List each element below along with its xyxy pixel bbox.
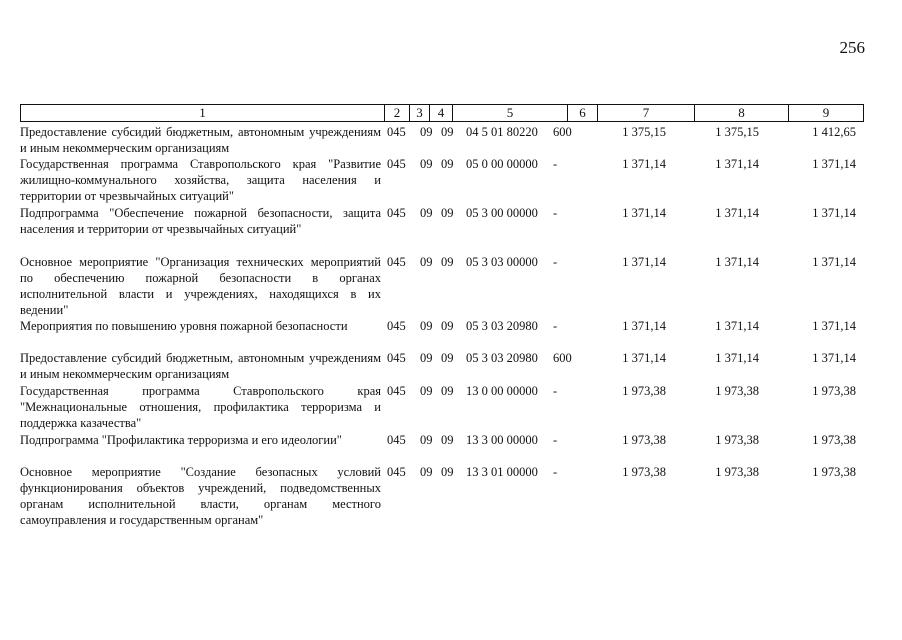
row-value-col-8: 1 973,38 [715, 384, 759, 398]
row-value-col-7: 1 375,15 [622, 125, 666, 139]
row-section: 09 [420, 255, 433, 269]
row-value-col-7: 1 371,14 [622, 157, 666, 171]
row-expense-type: 600 [553, 351, 572, 365]
row-section: 09 [420, 319, 433, 333]
row-value-col-9: 1 371,14 [812, 255, 856, 269]
row-section: 09 [420, 433, 433, 447]
row-expense-type: - [553, 255, 558, 269]
row-value-col-8: 1 371,14 [715, 255, 759, 269]
row-value-col-9: 1 973,38 [812, 433, 856, 447]
row-admin-code: 045 [387, 255, 406, 269]
row-subsection: 09 [441, 319, 454, 333]
row-value-col-9: 1 371,14 [812, 206, 856, 220]
row-section: 09 [420, 465, 433, 479]
row-target-code: 04 5 01 80220 [466, 125, 538, 139]
row-value-col-7: 1 973,38 [622, 465, 666, 479]
row-target-code: 13 0 00 00000 [466, 384, 538, 398]
row-target-code: 13 3 01 00000 [466, 465, 538, 479]
header-col-9: 9 [822, 105, 830, 120]
row-expense-type: - [553, 157, 558, 171]
row-value-col-8: 1 371,14 [715, 319, 759, 333]
header-col-1: 1 [21, 105, 385, 121]
row-value-col-7: 1 973,38 [622, 384, 666, 398]
table-header [20, 104, 864, 122]
row-expense-type: - [553, 465, 558, 479]
header-col-7: 7 [598, 105, 695, 121]
row-section: 09 [420, 384, 433, 398]
row-value-col-9: 1 973,38 [812, 384, 856, 398]
row-subsection: 09 [441, 384, 454, 398]
row-value-col-7: 1 973,38 [622, 433, 666, 447]
row-value-col-9: 1 371,14 [812, 157, 856, 171]
row-value-col-9: 1 371,14 [812, 319, 856, 333]
row-name: Государственная программа Ставропольского края "Межнациональные отношения, профилактика терроризма и поддержка казачества" [20, 384, 381, 430]
row-target-code: 05 3 03 20980 [466, 319, 538, 333]
row-section: 09 [420, 157, 433, 171]
row-value-col-7: 1 371,14 [622, 255, 666, 269]
header-col-3: 3 [410, 105, 430, 121]
header-col-5: 5 [453, 105, 568, 121]
header-col-6: 6 [568, 105, 598, 121]
row-admin-code: 045 [387, 465, 406, 479]
header-col-4: 4 [430, 105, 453, 121]
row-subsection: 09 [441, 255, 454, 269]
row-value-col-8: 1 375,15 [715, 125, 759, 139]
row-name: Предоставление субсидий бюджетным, автономным учреждениям и иным некоммерческим организациям [20, 351, 381, 381]
row-admin-code: 045 [387, 125, 406, 139]
header-col-8: 8 [695, 105, 789, 121]
row-admin-code: 045 [387, 433, 406, 447]
row-target-code: 05 3 00 00000 [466, 206, 538, 220]
row-subsection: 09 [441, 433, 454, 447]
row-subsection: 09 [441, 125, 454, 139]
row-subsection: 09 [441, 465, 454, 479]
row-expense-type: 600 [553, 125, 572, 139]
row-admin-code: 045 [387, 351, 406, 365]
row-admin-code: 045 [387, 384, 406, 398]
row-name: Основное мероприятие "Создание безопасных условий функционирования объектов учреждений, подведомственных органам исполнительной власти, органам местного самоуправления и государственным органам" [20, 465, 381, 527]
row-value-col-8: 1 371,14 [715, 206, 759, 220]
row-expense-type: - [553, 433, 558, 447]
page-number: 256 [839, 38, 865, 57]
row-value-col-8: 1 371,14 [715, 351, 759, 365]
row-name: Государственная программа Ставропольского края "Развитие жилищно-коммунального хозяйства, защита населения и территории от чрезвычайных ситуаций" [20, 157, 381, 203]
row-admin-code: 045 [387, 206, 406, 220]
row-subsection: 09 [441, 157, 454, 171]
row-value-col-8: 1 973,38 [715, 465, 759, 479]
row-name: Подпрограмма "Обеспечение пожарной безопасности, защита населения и территории от чрезвычайных ситуаций" [20, 206, 381, 236]
row-value-col-9: 1 371,14 [812, 351, 856, 365]
row-name: Подпрограмма "Профилактика терроризма и его идеологии" [20, 433, 342, 447]
row-value-col-8: 1 371,14 [715, 157, 759, 171]
row-name: Мероприятия по повышению уровня пожарной безопасности [20, 319, 348, 333]
header-col-2: 2 [385, 105, 410, 121]
row-value-col-7: 1 371,14 [622, 206, 666, 220]
row-admin-code: 045 [387, 319, 406, 333]
row-target-code: 05 3 03 00000 [466, 255, 538, 269]
row-name: Предоставление субсидий бюджетным, автономным учреждениям и иным некоммерческим организациям [20, 125, 381, 155]
row-section: 09 [420, 125, 433, 139]
row-target-code: 05 3 03 20980 [466, 351, 538, 365]
row-admin-code: 045 [387, 157, 406, 171]
row-expense-type: - [553, 319, 558, 333]
row-subsection: 09 [441, 351, 454, 365]
row-value-col-8: 1 973,38 [715, 433, 759, 447]
row-section: 09 [420, 351, 433, 365]
row-target-code: 05 0 00 00000 [466, 157, 538, 171]
row-section: 09 [420, 206, 433, 220]
row-name: Основное мероприятие "Организация технических мероприятий по обеспечению пожарной безопасности в органах исполнительной власти и учреждениях, находящихся в их ведении" [20, 255, 381, 317]
row-value-col-7: 1 371,14 [622, 319, 666, 333]
row-value-col-7: 1 371,14 [622, 351, 666, 365]
row-value-col-9: 1 973,38 [812, 465, 856, 479]
row-subsection: 09 [441, 206, 454, 220]
row-expense-type: - [553, 384, 558, 398]
row-value-col-9: 1 412,65 [812, 125, 856, 139]
row-expense-type: - [553, 206, 558, 220]
row-target-code: 13 3 00 00000 [466, 433, 538, 447]
